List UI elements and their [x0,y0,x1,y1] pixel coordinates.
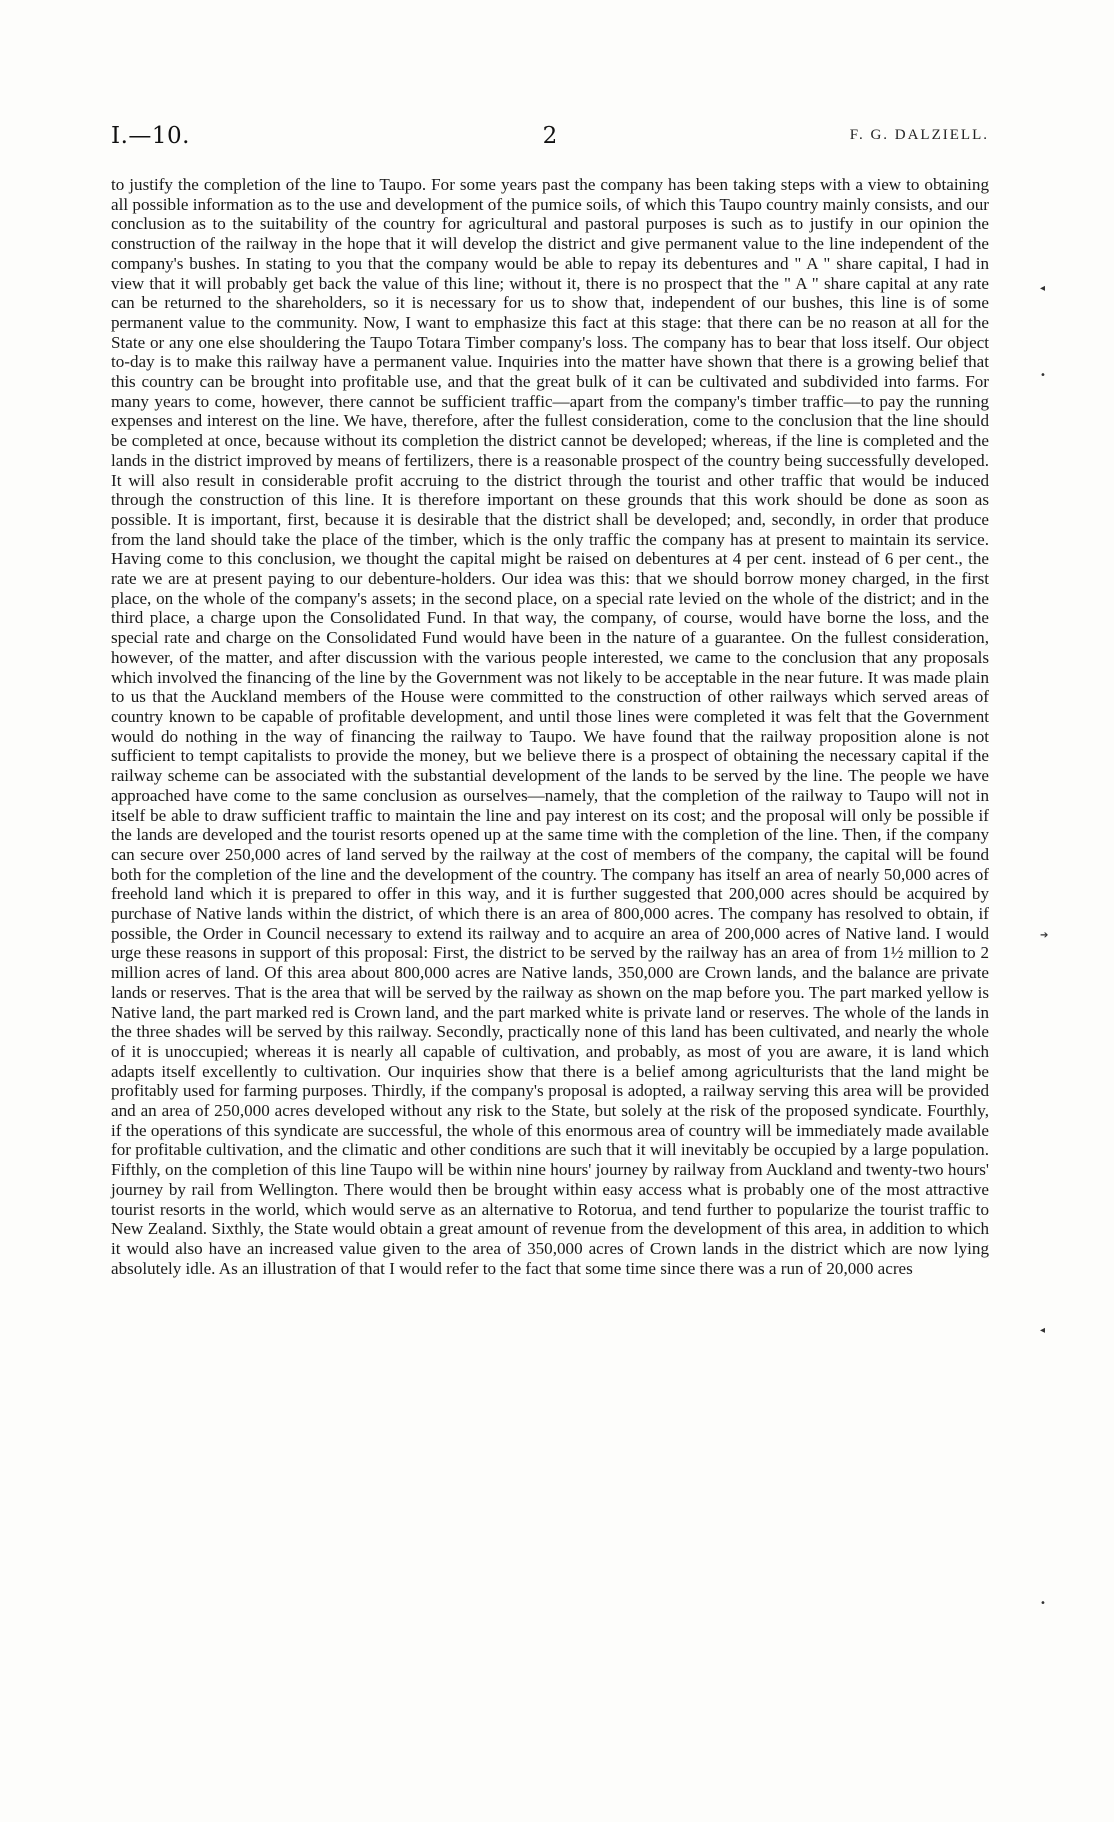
speaker-name: F. G. DALZIELL. [849,127,989,143]
margin-mark: ◂ [1040,1325,1046,1336]
margin-mark: • [1040,370,1046,381]
document-reference: I.—10. [111,123,190,149]
margin-mark: ➔ [1040,930,1049,941]
margin-mark: ◂ [1040,283,1046,294]
body-paragraph: to justify the completion of the line to Taupo. For some years past the company has been taking steps with a view to obtaining all possible information as to the use and development of the pumice soils, of which this Taupo country mainly consists, and our conclusion as to the suitability of the country for agricultural and pastoral purposes is such as to justify in our opinion the construction of the railway in the hope that it will develop the district and give permanent value to the line independent of the company's bushes. In stating to you that the company would be able to repay its debentures and " A " share capital, I had in view that it will probably get back the value of this line; without it, there is no prospect that the " A " share capital at any rate can be returned to the shareholders, so it is necessary for us to show that, independent of our bushes, this line is of some permanent value to the community. Now, I want to emphasize this fact at this stage: that there can be no reason at all for the State or any one else shouldering the Taupo Totara Timber company's loss. The company has to bear that loss itself. Our object to-day is to make this railway have a permanent value. Inquiries into the matter have shown that there is a growing belief that this country can be brought into profitable use, and that the great bulk of it can be cultivated and subdivided into farms. For many years to come, however, there cannot be sufficient traffic—apart from the company's timber traffic—to pay the running expenses and interest on the line. We have, therefore, after the fullest consideration, come to the conclusion that the line should be completed at once, because without its completion the district cannot be developed; whereas, if the line is completed and the lands in the district improved by means of fertilizers, there is a reasonable prospect of the country being successfully developed. It will also result in considerable profit accruing to the district through the tourist and other traffic that would be induced through the construction of this line. It is therefore important on these grounds that this work should be done as soon as possible. It is important, first, because it is desirable that the district shall be developed; and, secondly, in order that produce from the land should take the place of the timber, which is the only traffic the company has at present to maintain its service. Having come to this conclusion, we thought the capital might be raised on debentures at 4 per cent. instead of 6 per cent., the rate we are at present paying to our debenture-holders. Our idea was this: that we should borrow money charged, in the first place, on the whole of the company's assets; in the second place, on a special rate levied on the whole of the district; and in the third place, a charge upon the Consolidated Fund. In that way, the company, of course, would have borne the loss, and the special rate and charge on the Consolidated Fund would have been in the nature of a guarantee. On the fullest consideration, however, of the matter, and after discussion with the various people interested, we came to the conclusion that any proposals which involved the financing of the line by the Government was not likely to be acceptable in the near future. It was made plain to us that the Auckland members of the House were committed to the construction of other railways which served areas of country known to be capable of profitable development, and until those lines were completed it was felt that the Government would do nothing in the way of financing the railway to Taupo. We have found that the railway proposition alone is not sufficient to tempt capitalists to provide the money, but we believe there is a prospect of obtaining the necessary capital if the railway scheme can be associated with the substantial development of the lands to be served by the line. The people we have approached have come to the same conclusion as ourselves—namely, that the completion of the railway to Taupo will not in itself be able to draw sufficient traffic to maintain the line and pay interest on its cost; and the proposal will only be possible if the lands are developed and the tourist resorts opened up at the same time with the completion of the line. Then, if the company can secure over 250,000 acres of land served by the railway at the cost of members of the company, the capital will be found both for the completion of the line and the development of the country. The company has itself an area of nearly 50,000 acres of freehold land which it is prepared to offer in this way, and it is further suggested that 200,000 acres should be acquired by purchase of Native lands within the district, of which there is an area of 800,000 acres. The company has resolved to obtain, if possible, the Order in Council necessary to extend its railway and to acquire an area of 200,000 acres of Native land. I would urge these reasons in support of this proposal: First, the district to be served by the railway has an area of from 1½ million to 2 million acres of land. Of this area about 800,000 acres are Native lands, 350,000 are Crown lands, and the balance are private lands or reserves. That is the area that will be served by the railway as shown on the map before you. The part marked yellow is Native land, the part marked red is Crown land, and the part marked white is private land or reserves. The whole of the lands in the three shades will be served by this railway. Secondly, practically none of this land has been cultivated, and nearly the whole of it is unoccupied; whereas it is nearly all capable of cultivation, and probably, as most of you are aware, it is land which adapts itself excellently to cultivation. Our inquiries show that there is a belief among agriculturists that the land might be profitably used for farming purposes. Thirdly, if the company's proposal is adopted, a railway serving this area will be provided and an area of 250,000 acres developed without any risk to the State, but solely at the risk of the proposed syndicate. Fourthly, if the operations of this syndicate are successful, the whole of this enormous area of country will be immediately made available for profitable cultivation, and the climatic and other conditions are such that it will inevitably be occupied by a large population. Fifthly, on the completion of this line Taupo will be within nine hours' journey by railway from Auckland and twenty-two hours' journey by rail from Wellington. There would then be brought within easy access what is probably one of the most attractive tourist resorts in the world, which would serve as an alternative to Rotorua, and tend further to popularize the tourist traffic to New Zealand. Sixthly, the State would obtain a great amount of revenue from the development of this area, in addition to which it would also have an increased value given to the area of 350,000 acres of Crown lands in the district which are now lying absolutely idle. As an illustration of that I would refer to the fact that some time since there was a run of 20,000 acres [111,175,989,1278]
margin-mark: • [1040,1598,1046,1609]
page-number: 2 [542,123,558,149]
page-header [111,123,989,155]
